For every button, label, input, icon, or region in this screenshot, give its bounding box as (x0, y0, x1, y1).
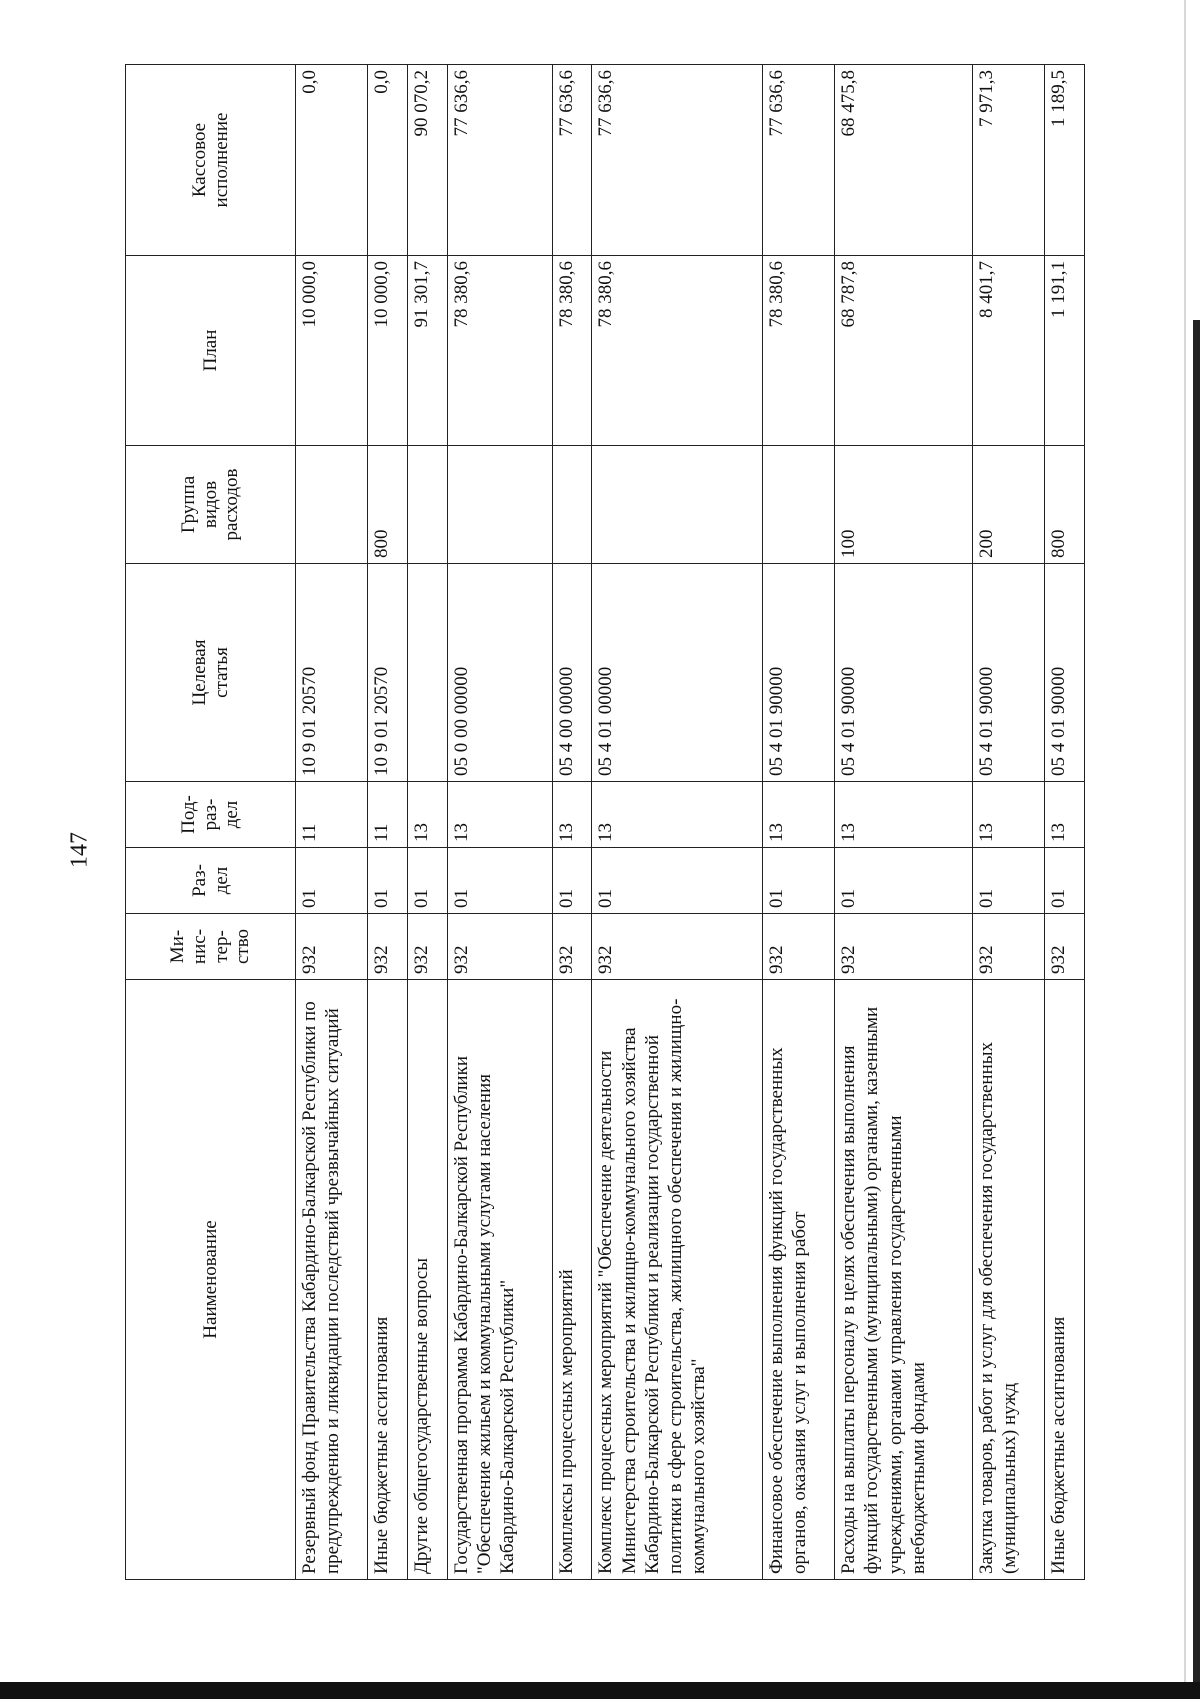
row-subsection: 13 (447, 782, 552, 848)
row-ministry: 932 (447, 914, 552, 980)
table-row (1045, 65, 1085, 1580)
row-name: Государственная программа Кабардино-Балкарской Республики "Обеспечение жильем и коммунальными услугами населения Кабардино-Балкарской Республики" (447, 980, 552, 1580)
row-section: 01 (592, 848, 762, 914)
row-subsection: 13 (552, 782, 592, 848)
row-group (408, 446, 448, 564)
row-target: 05 4 01 90000 (1045, 564, 1085, 782)
row-target: 10 9 01 20570 (368, 564, 408, 782)
row-ministry: 932 (592, 914, 762, 980)
row-group (762, 446, 834, 564)
table-row (592, 65, 762, 1580)
row-exec: 7 971,3 (972, 65, 1044, 256)
row-subsection: 13 (972, 782, 1044, 848)
row-plan: 91 301,7 (408, 256, 448, 446)
row-exec: 77 636,6 (552, 65, 592, 256)
row-ministry: 932 (762, 914, 834, 980)
row-plan: 1 191,1 (1045, 256, 1085, 446)
row-plan: 10 000,0 (368, 256, 408, 446)
row-section: 01 (296, 848, 368, 914)
row-target: 05 4 01 90000 (762, 564, 834, 782)
row-name: Расходы на выплаты персоналу в целях обеспечения выполнения функций государственными (муниципальными) органами, казенными учреждениями, органами управления государственными внебюджетными фондами (835, 980, 973, 1580)
table-row (972, 65, 1044, 1580)
row-subsection: 13 (1045, 782, 1085, 848)
row-group: 800 (1045, 446, 1085, 564)
table-row (835, 65, 973, 1580)
row-name: Комплексы процессных мероприятий (552, 980, 592, 1580)
header-plan: План (126, 256, 296, 446)
row-plan: 78 380,6 (762, 256, 834, 446)
row-group (447, 446, 552, 564)
row-name: Иные бюджетные ассигнования (368, 980, 408, 1580)
row-exec: 90 070,2 (408, 65, 448, 256)
row-plan: 10 000,0 (296, 256, 368, 446)
row-plan: 8 401,7 (972, 256, 1044, 446)
header-group: Группа видов расходов (126, 446, 296, 564)
row-group (552, 446, 592, 564)
rotated-page (125, 65, 1085, 1580)
row-name: Финансовое обеспечение выполнения функций государственных органов, оказания услуг и выполнения работ (762, 980, 834, 1580)
row-ministry: 932 (972, 914, 1044, 980)
row-group: 800 (368, 446, 408, 564)
row-exec: 0,0 (368, 65, 408, 256)
row-section: 01 (762, 848, 834, 914)
scan-bottom-border (0, 1682, 1200, 1699)
row-ministry: 932 (408, 914, 448, 980)
row-exec: 1 189,5 (1045, 65, 1085, 256)
page-number: 147 (66, 832, 93, 868)
row-section: 01 (835, 848, 973, 914)
row-ministry: 932 (368, 914, 408, 980)
row-plan: 68 787,8 (835, 256, 973, 446)
row-target: 05 0 00 00000 (447, 564, 552, 782)
row-group: 100 (835, 446, 973, 564)
row-section: 01 (1045, 848, 1085, 914)
row-group (296, 446, 368, 564)
row-ministry: 932 (835, 914, 973, 980)
table-row (408, 65, 448, 1580)
row-subsection: 13 (835, 782, 973, 848)
row-subsection: 13 (592, 782, 762, 848)
row-subsection: 13 (408, 782, 448, 848)
row-target: 05 4 01 00000 (592, 564, 762, 782)
row-ministry: 932 (552, 914, 592, 980)
row-name: Закупка товаров, работ и услуг для обеспечения государственных (муниципальных) нужд (972, 980, 1044, 1580)
row-target (408, 564, 448, 782)
row-target: 10 9 01 20570 (296, 564, 368, 782)
table-row (447, 65, 552, 1580)
row-exec: 77 636,6 (447, 65, 552, 256)
row-name: Другие общегосударственные вопросы (408, 980, 448, 1580)
row-target: 05 4 00 00000 (552, 564, 592, 782)
table-row (762, 65, 834, 1580)
row-section: 01 (408, 848, 448, 914)
row-section: 01 (972, 848, 1044, 914)
row-target: 05 4 01 90000 (972, 564, 1044, 782)
row-name: Комплекс процессных мероприятий "Обеспечение деятельности Министерства строительства и жилищно-коммунального хозяйства Кабардино-Балкарской Республики и реализации государственной политики в сфере строительства, жилищного обеспечения и жилищно-коммунального хозяйства" (592, 980, 762, 1580)
table-row (368, 65, 408, 1580)
row-exec: 77 636,6 (762, 65, 834, 256)
row-subsection: 11 (296, 782, 368, 848)
row-plan: 78 380,6 (552, 256, 592, 446)
scan-right-border (1193, 320, 1200, 1699)
table-row (552, 65, 592, 1580)
row-section: 01 (552, 848, 592, 914)
header-section: Раз- дел (126, 848, 296, 914)
header-exec: Кассовое исполнение (126, 65, 296, 256)
row-exec: 0,0 (296, 65, 368, 256)
header-subsection: Под- раз- дел (126, 782, 296, 848)
row-target: 05 4 01 90000 (835, 564, 973, 782)
row-name: Иные бюджетные ассигнования (1045, 980, 1085, 1580)
row-group (592, 446, 762, 564)
row-group: 200 (972, 446, 1044, 564)
scan-edge-line (1184, 0, 1186, 1699)
header-name: Наименование (126, 980, 296, 1580)
row-subsection: 13 (762, 782, 834, 848)
header-ministry: Ми- нис- тер- ство (126, 914, 296, 980)
header-row (126, 65, 296, 1580)
row-exec: 68 475,8 (835, 65, 973, 256)
table-row (296, 65, 368, 1580)
row-plan: 78 380,6 (447, 256, 552, 446)
row-plan: 78 380,6 (592, 256, 762, 446)
row-section: 01 (368, 848, 408, 914)
row-ministry: 932 (1045, 914, 1085, 980)
budget-table (125, 64, 1085, 1580)
row-ministry: 932 (296, 914, 368, 980)
row-subsection: 11 (368, 782, 408, 848)
row-name: Резервный фонд Правительства Кабардино-Балкарской Республики по предупреждению и ликвидации последствий чрезвычайных ситуаций (296, 980, 368, 1580)
header-target: Целевая статья (126, 564, 296, 782)
row-section: 01 (447, 848, 552, 914)
row-exec: 77 636,6 (592, 65, 762, 256)
